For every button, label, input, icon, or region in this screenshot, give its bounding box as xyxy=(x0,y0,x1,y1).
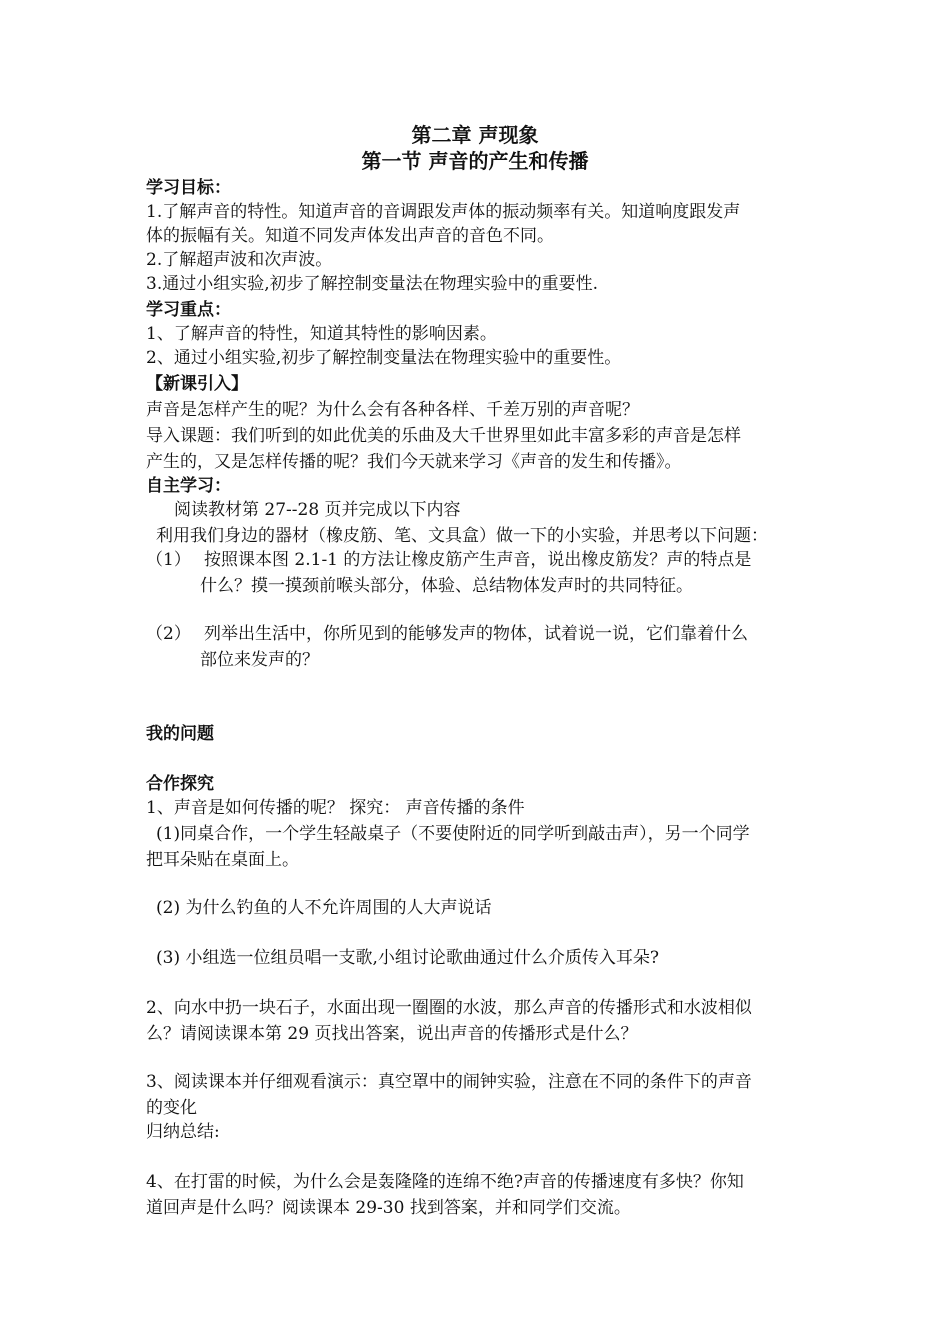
section-title: 第一节 声音的产生和传播 xyxy=(361,149,589,173)
objective-line: 2.了解超声波和次声波。 xyxy=(146,250,333,270)
cooperation-line: 1、声音是如何传播的呢？ 探究： 声音传播的条件 xyxy=(146,798,525,818)
question-text: 按照课本图 2.1-1 的方法让橡皮筋产生声音，说出橡皮筋发？声的特点是 xyxy=(204,550,752,570)
cooperation-line: 4、在打雷的时候，为什么会是轰隆隆的连绵不绝?声音的传播速度有多快？你知 xyxy=(146,1172,744,1192)
intro-line: 导入课题：我们听到的如此优美的乐曲及大千世界里如此丰富多彩的声音是怎样 xyxy=(146,426,741,446)
question-text: 什么？摸一摸颈前喉头部分，体验、总结物体发声时的共同特征。 xyxy=(200,576,693,596)
question-number: （2） xyxy=(146,624,191,644)
intro-line: 声音是怎样产生的呢？为什么会有各种各样、千差万别的声音呢？ xyxy=(146,400,639,420)
cooperation-heading: 合作探究 xyxy=(146,774,214,794)
cooperation-line: 3、阅读课本并仔细观看演示：真空罩中的闹钟实验，注意在不同的条件下的声音 xyxy=(146,1072,752,1092)
keypoint-line: 1、了解声音的特性，知道其特性的影响因素。 xyxy=(146,324,497,344)
cooperation-line: 的变化 xyxy=(146,1098,197,1118)
question-text: 列举出生活中，你所见到的能够发声的物体，试着说一说，它们靠着什么 xyxy=(204,624,748,644)
cooperation-line: 道回声是什么吗？阅读课本 29-30 找到答案，并和同学们交流。 xyxy=(146,1198,631,1218)
cooperation-line: (2) 为什么钓鱼的人不允许周围的人大声说话 xyxy=(156,898,492,918)
my-questions-heading: 我的问题 xyxy=(146,724,214,744)
self-study-line: 利用我们身边的器材（橡皮筋、笔、文具盒）做一下的小实验，并思考以下问题： xyxy=(156,526,768,546)
self-study-heading: 自主学习： xyxy=(146,476,231,496)
cooperation-line: 归纳总结: xyxy=(146,1122,220,1142)
objective-line: 体的振幅有关。知道不同发声体发出声音的音色不同。 xyxy=(146,226,554,246)
objective-line: 1.了解声音的特性。知道声音的音调跟发声体的振动频率有关。知道响度跟发声 xyxy=(146,202,741,222)
self-study-line: 阅读教材第 27--28 页并完成以下内容 xyxy=(174,500,461,520)
question-number: （1） xyxy=(146,550,191,570)
question-text: 部位来发声的？ xyxy=(200,650,319,670)
intro-heading: 【新课引入】 xyxy=(146,374,248,394)
chapter-title: 第二章 声现象 xyxy=(411,123,539,147)
cooperation-line: 2、向水中扔一块石子，水面出现一圈圈的水波，那么声音的传播形式和水波相似 xyxy=(146,998,752,1018)
objective-line: 3.通过小组实验,初步了解控制变量法在物理实验中的重要性. xyxy=(146,274,599,294)
keypoints-heading: 学习重点： xyxy=(146,300,231,320)
objectives-heading: 学习目标： xyxy=(146,178,231,198)
cooperation-line: (3) 小组选一位组员唱一支歌,小组讨论歌曲通过什么介质传入耳朵? xyxy=(156,948,660,968)
cooperation-line: (1)同桌合作，一个学生轻敲桌子（不要使附近的同学听到敲击声），另一个同学 xyxy=(156,824,750,844)
cooperation-line: 么？请阅读课本第 29 页找出答案，说出声音的传播形式是什么？ xyxy=(146,1024,638,1044)
cooperation-line: 把耳朵贴在桌面上。 xyxy=(146,850,299,870)
intro-line: 产生的，又是怎样传播的呢？我们今天就来学习《声音的发生和传播》。 xyxy=(146,452,682,472)
keypoint-line: 2、通过小组实验,初步了解控制变量法在物理实验中的重要性。 xyxy=(146,348,622,368)
